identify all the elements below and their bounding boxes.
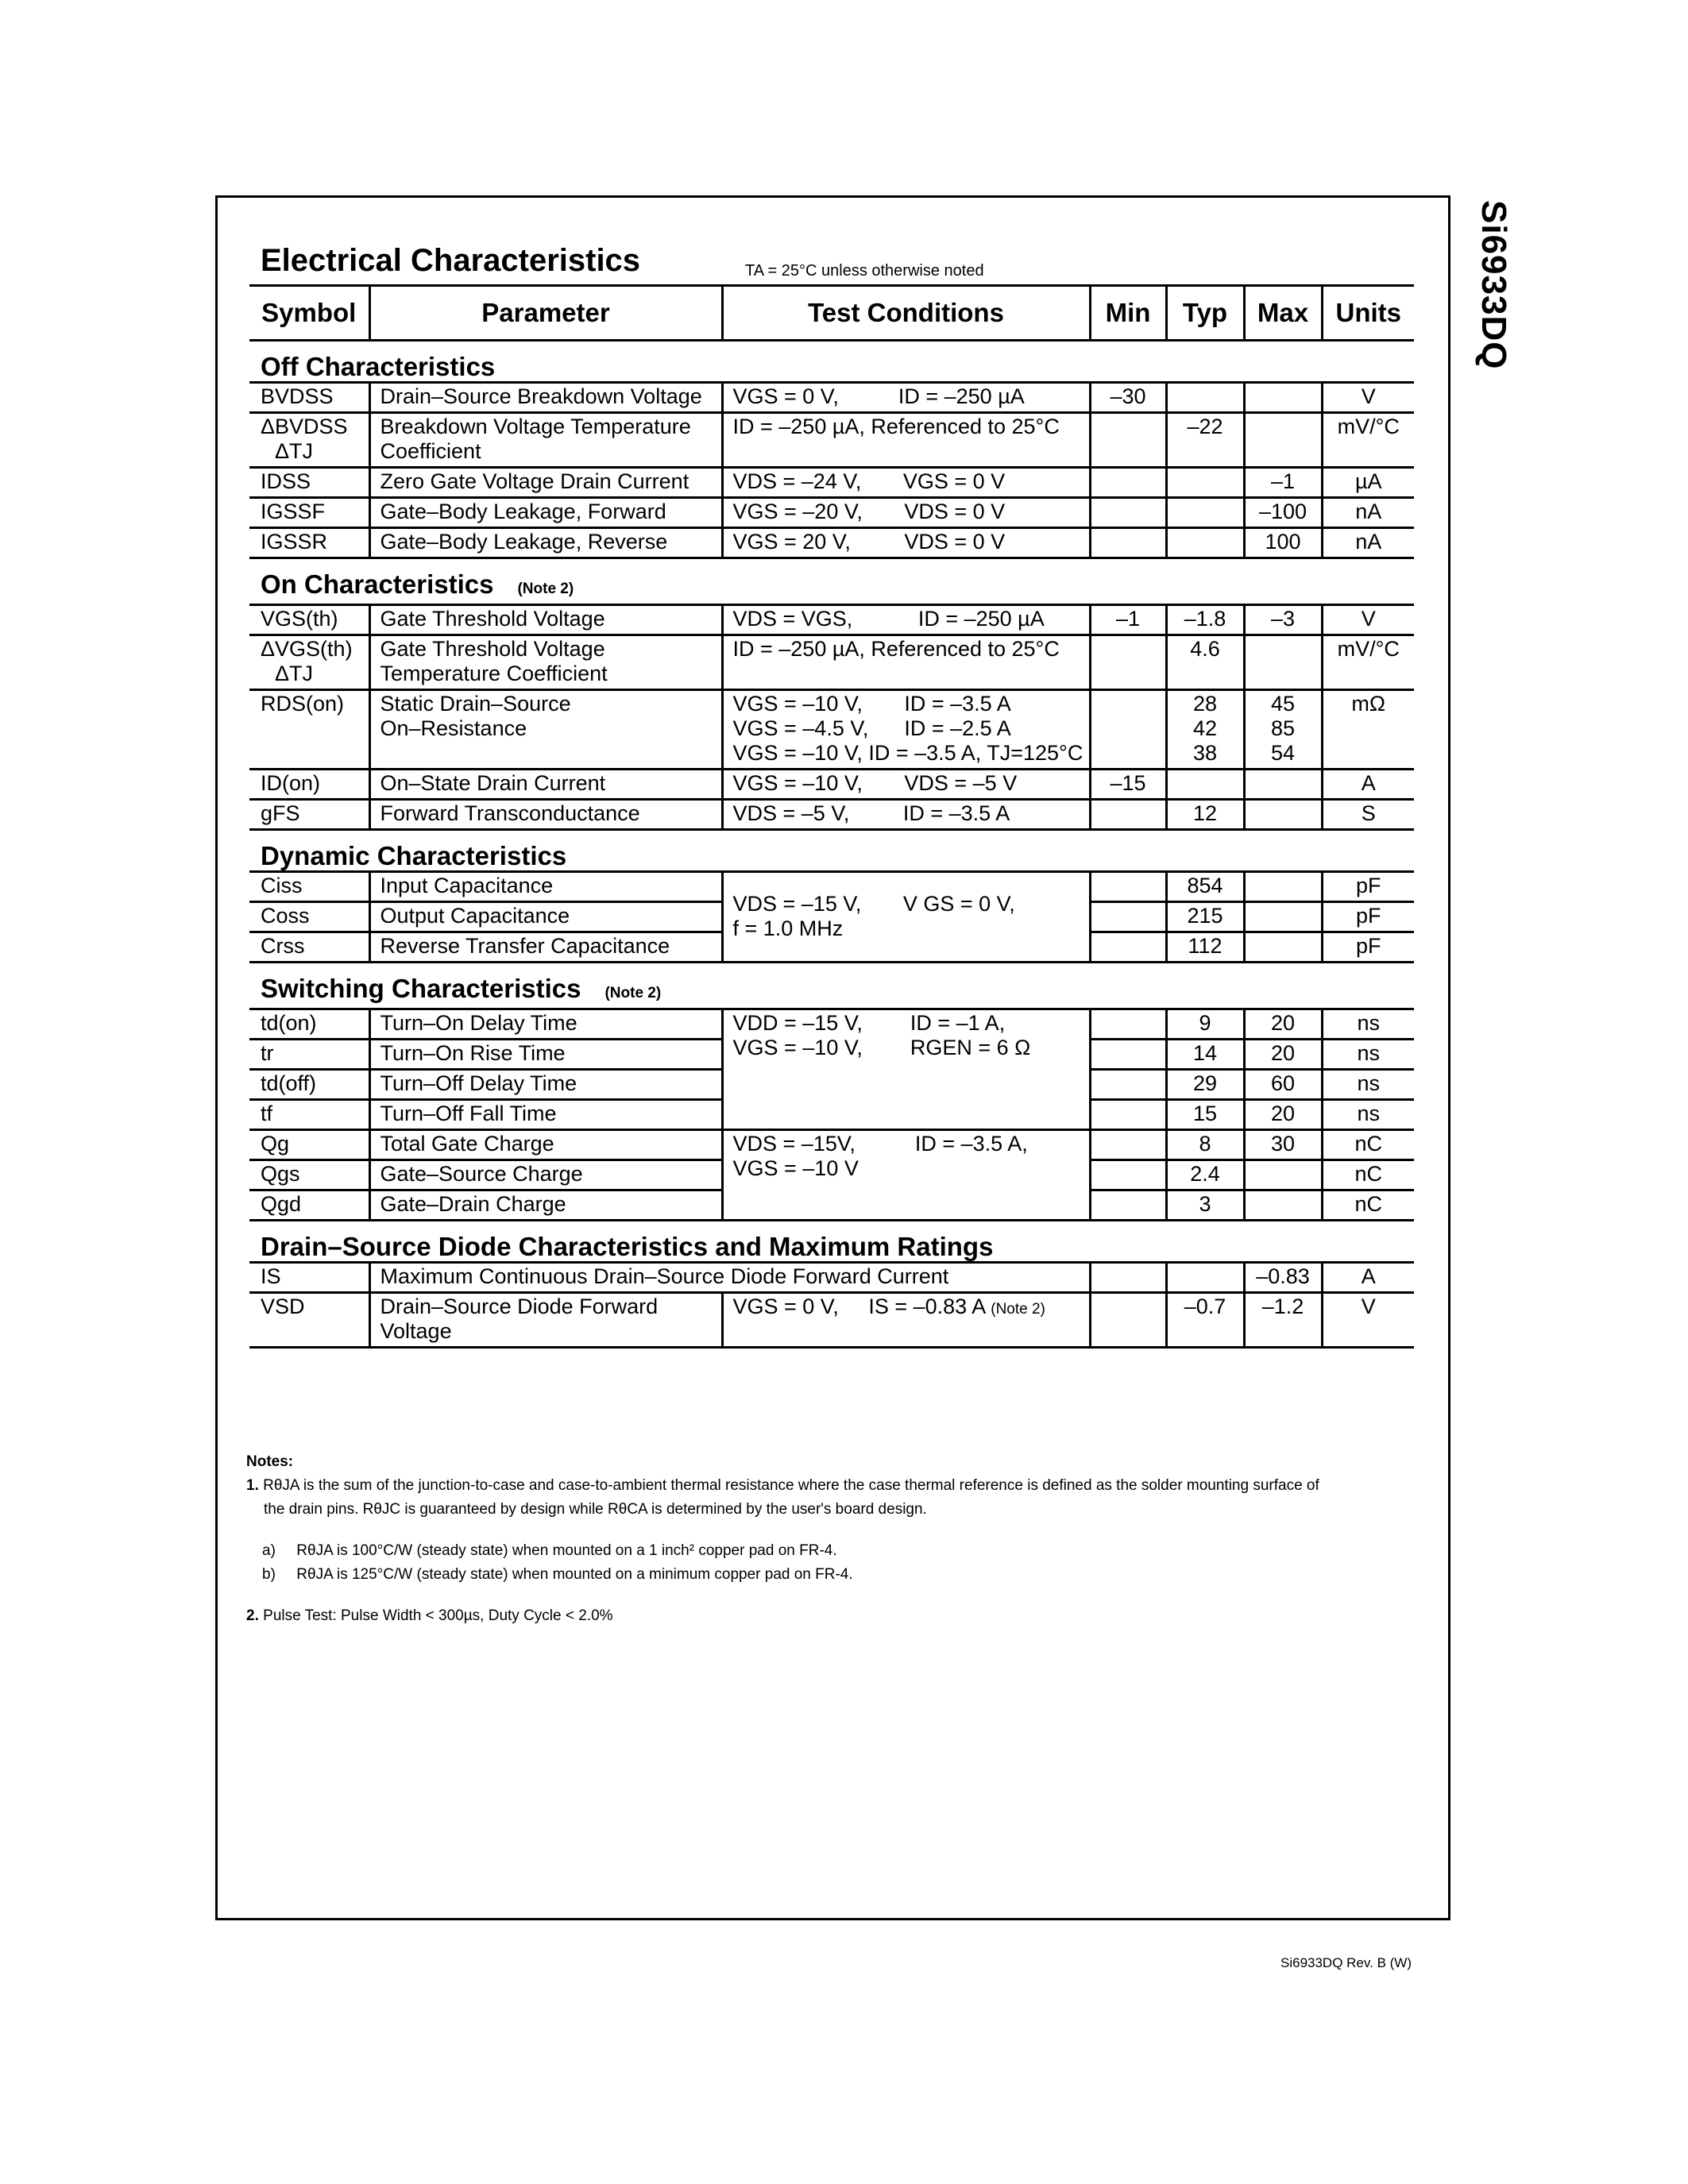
notes xyxy=(246,1450,1414,1628)
col-min: Min xyxy=(1090,286,1166,341)
table-row: gFS Forward Transconductance VDS = –5 V, ID = –3.5 A 12 S xyxy=(249,800,1414,830)
table-row: IS Maximum Continuous Drain–Source Diode Forward Current –0.83 A xyxy=(249,1263,1414,1293)
table-header xyxy=(249,238,1414,284)
table-row: Qg Total Gate Charge VDS = –15V, ID = –3.5 A, VGS = –10 V 8 30 nC xyxy=(249,1130,1414,1160)
section-diode: Drain–Source Diode Characteristics and Maximum Ratings xyxy=(249,1221,1414,1263)
table-row: Crss Reverse Transfer Capacitance 112 pF xyxy=(249,932,1414,963)
table-condition: TA = 25°C unless otherwise noted xyxy=(745,262,984,280)
section-switching: Switching Characteristics (Note 2) xyxy=(249,963,1414,1009)
side-title: Si6933DQ xyxy=(1474,200,1513,370)
table-row: IGSSR Gate–Body Leakage, Reverse VGS = 20 V, VDS = 0 V 100 nA xyxy=(249,528,1414,558)
table-row: td(on) Turn–On Delay Time VDD = –15 V, ID = –1 A, VGS = –10 V, RGEN = 6 Ω 9 20 ns xyxy=(249,1009,1414,1040)
table-row: VGS(th) Gate Threshold Voltage VDS = VGS, ID = –250 µA –1 –1.8 –3 V xyxy=(249,605,1414,635)
table-row: Coss Output Capacitance 215 pF xyxy=(249,902,1414,932)
table-row: td(off) Turn–Off Delay Time 29 60 ns xyxy=(249,1070,1414,1100)
notes-heading: Notes: xyxy=(246,1453,294,1470)
characteristics-table xyxy=(249,284,1414,1349)
col-symbol: Symbol xyxy=(249,286,369,341)
note-1: 1. RθJA is the sum of the junction-to-case and case-to-ambient thermal resistance where the case thermal reference is defined as the solder mounting surface of xyxy=(246,1477,1319,1494)
table-row: Ciss Input Capacitance VDS = –15 V, V GS = 0 V, f = 1.0 MHz 854 pF xyxy=(249,872,1414,902)
footer-revision: Si6933DQ Rev. B (W) xyxy=(1280,1955,1412,1970)
col-test-conditions: Test Conditions xyxy=(722,286,1090,341)
table-row: IDSS Zero Gate Voltage Drain Current VDS = –24 V, VGS = 0 V –1 µA xyxy=(249,468,1414,498)
note-1-cont: the drain pins. RθJC is guaranteed by design while RθCA is determined by the user's board design. xyxy=(264,1501,927,1518)
table-row: tf Turn–Off Fall Time 15 20 ns xyxy=(249,1100,1414,1130)
section-dynamic: Dynamic Characteristics xyxy=(249,830,1414,872)
col-units: Units xyxy=(1322,286,1414,341)
note-1b: b) RθJA is 125°C/W (steady state) when mounted on a minimum copper pad on FR-4. xyxy=(262,1566,853,1583)
col-max: Max xyxy=(1244,286,1322,341)
table-row: IGSSF Gate–Body Leakage, Forward VGS = –20 V, VDS = 0 V –100 nA xyxy=(249,498,1414,528)
table-row: ΔVGS(th) ΔTJ Gate Threshold Voltage Temperature Coefficient ID = –250 µA, Referenced to 25°C 4.6 mV/°C xyxy=(249,635,1414,690)
note-2: 2. Pulse Test: Pulse Width < 300µs, Duty Cycle < 2.0% xyxy=(246,1607,613,1624)
electrical-characteristics xyxy=(249,238,1414,1349)
table-row: Qgs Gate–Source Charge 2.4 nC xyxy=(249,1160,1414,1190)
col-parameter: Parameter xyxy=(369,286,722,341)
col-typ: Typ xyxy=(1166,286,1244,341)
table-title: Electrical Characteristics xyxy=(261,243,641,278)
note-1a: a) RθJA is 100°C/W (steady state) when mounted on a 1 inch² copper pad on FR-4. xyxy=(262,1542,837,1559)
section-off: Off Characteristics xyxy=(249,341,1414,383)
table-row: ΔBVDSS ΔTJ Breakdown Voltage Temperature Coefficient ID = –250 µA, Referenced to 25°C –22 mV/°C xyxy=(249,413,1414,468)
table-row: VSD Drain–Source Diode Forward Voltage VGS = 0 V, IS = –0.83 A (Note 2) –0.7 –1.2 V xyxy=(249,1293,1414,1348)
table-row: Qgd Gate–Drain Charge 3 nC xyxy=(249,1190,1414,1221)
table-row: tr Turn–On Rise Time 14 20 ns xyxy=(249,1040,1414,1070)
table-row: BVDSS Drain–Source Breakdown Voltage VGS = 0 V, ID = –250 µA –30 V xyxy=(249,383,1414,413)
table-row: RDS(on) Static Drain–Source On–Resistance VGS = –10 V, ID = –3.5 A VGS = –4.5 V, ID = –2.5 A VGS = –10 V, ID = –3.5 A, TJ=125°C 28 42 38 45 85 54 mΩ xyxy=(249,690,1414,770)
dynamic-conditions: VDS = –15 V, V GS = 0 V, f = 1.0 MHz xyxy=(722,872,1090,963)
table-row: ID(on) On–State Drain Current VGS = –10 V, VDS = –5 V –15 A xyxy=(249,770,1414,800)
charge-conditions: VDS = –15V, ID = –3.5 A, VGS = –10 V xyxy=(722,1130,1090,1221)
column-header-row xyxy=(249,286,1414,341)
switching-conditions: VDD = –15 V, ID = –1 A, VGS = –10 V, RGEN = 6 Ω xyxy=(722,1009,1090,1130)
section-on: On Characteristics (Note 2) xyxy=(249,558,1414,605)
